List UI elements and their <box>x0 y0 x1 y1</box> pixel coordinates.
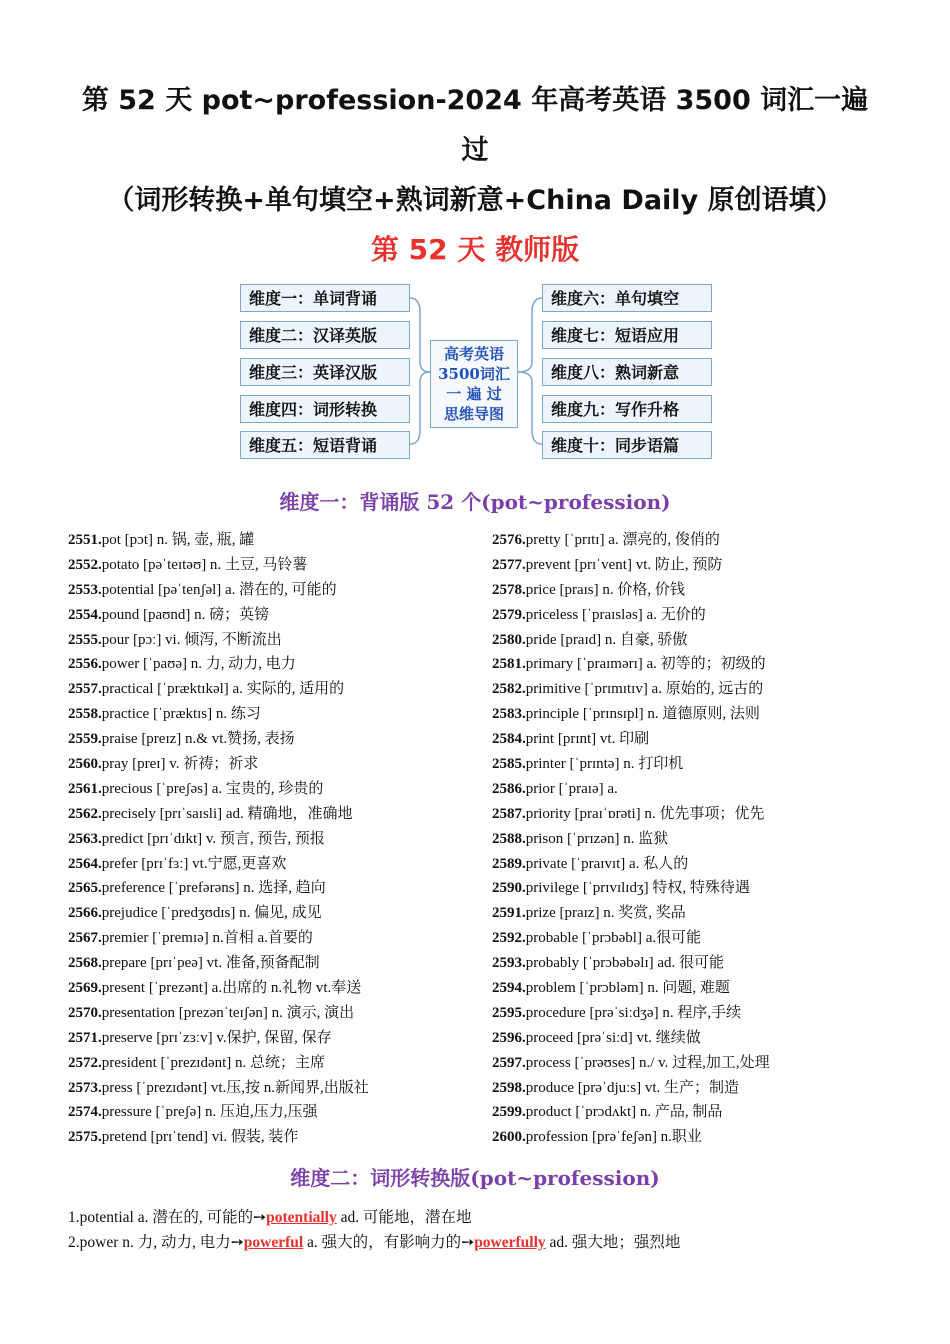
edition-label: 第 52 天 教师版 <box>370 233 580 266</box>
vocab-row: 2573.press [ˈprezɪdənt] vt.压,按 n.新闻界,出版社 <box>68 1079 369 1096</box>
vocab-row: 2571.preserve [prɪˈzɜːv] v.保护, 保留, 保存 <box>68 1029 332 1046</box>
vocab-row: 2581.primary [ˈpraɪmərɪ] a. 初等的；初级的 <box>492 656 766 673</box>
vocab-row: 2564.prefer [prɪˈfɜː] vt.宁愿,更喜欢 <box>68 855 287 872</box>
mindmap-left-4: 维度四：词形转换 <box>240 395 410 423</box>
vocab-row: 2577.prevent [prɪˈvent] vt. 防止, 预防 <box>492 556 723 573</box>
answer-word: potentially <box>266 1209 337 1226</box>
section1-heading: 维度一：背诵版 52 个(pot~profession) <box>279 490 671 514</box>
vocab-row: 2576.pretty [ˈprɪtɪ] a. 漂亮的, 俊俏的 <box>492 532 720 548</box>
vocab-row: 2566.prejudice [ˈpredʒʊdɪs] n. 偏见, 成见 <box>68 905 322 922</box>
vocab-row: 2551.pot [pɔt] n. 锅, 壶, 瓶, 罐 <box>68 532 255 548</box>
vocab-row: 2582.primitive [ˈprɪmɪtɪv] a. 原始的, 远古的 <box>492 681 764 698</box>
vocab-row: 2562.precisely [prɪˈsaɪsli] ad. 精确地，准确地 <box>68 805 353 822</box>
vocab-row: 2559.praise [preɪz] n.& vt.赞扬, 表扬 <box>68 731 295 748</box>
vocab-column-right <box>492 528 770 1150</box>
vocab-row: 2591.prize [praɪz] n. 奖赏, 奖品 <box>492 905 686 922</box>
vocab-row: 2574.pressure [ˈpreʃə] n. 压迫,压力,压强 <box>68 1104 318 1121</box>
vocab-row: 2585.printer [ˈprɪntə] n. 打印机 <box>492 756 684 773</box>
vocab-row: 2584.print [prɪnt] vt. 印刷 <box>492 731 650 748</box>
vocab-row: 2595.procedure [prəˈsiːdʒə] n. 程序,手续 <box>492 1004 742 1021</box>
vocab-row: 2563.predict [prɪˈdɪkt] v. 预言, 预告, 预报 <box>68 830 325 847</box>
vocab-row: 2590.privilege [ˈprɪvɪlɪdʒ] 特权, 特殊待遇 <box>492 880 750 897</box>
vocab-row: 2561.precious [ˈpreʃəs] a. 宝贵的, 珍贵的 <box>68 780 324 797</box>
vocab-row: 2554.pound [paʊnd] n. 磅；英镑 <box>68 606 270 623</box>
vocab-row: 2599.product [ˈprɔdʌkt] n. 产品, 制品 <box>492 1104 723 1121</box>
mindmap-center <box>430 340 518 428</box>
doc-title-line1: 第 52 天 pot~profession-2024 年高考英语 3500 词汇一遍 <box>81 85 869 116</box>
vocab-row: 2588.prison [ˈprɪzən] n. 监狱 <box>492 830 669 847</box>
vocab-row: 2565.preference [ˈprefərəns] n. 选择, 趋向 <box>68 880 326 897</box>
vocab-row: 2596.proceed [prəˈsiːd] vt. 继续做 <box>492 1029 701 1046</box>
vocab-row: 2552.potato [pəˈteɪtəʊ] n. 土豆, 马铃薯 <box>68 556 308 573</box>
mindmap-right-2: 维度七：短语应用 <box>542 321 712 349</box>
mindmap-right-4: 维度九：写作升格 <box>542 395 712 423</box>
doc-title-line3: （词形转换+单句填空+熟词新意+China Daily 原创语填） <box>107 185 843 216</box>
mindmap-center-line2: 3500词汇 <box>438 365 510 383</box>
vocab-row: 2589.private [ˈpraɪvɪt] a. 私人的 <box>492 855 689 872</box>
vocab-row: 2560.pray [preɪ] v. 祈祷；祈求 <box>68 756 259 773</box>
mindmap-left-1: 维度一：单词背诵 <box>240 284 410 312</box>
mindmap-diagram <box>240 282 712 460</box>
section2-heading: 维度二：词形转换版(pot~profession) <box>290 1166 660 1190</box>
vocab-row: 2597.process [ˈprəʊses] n./ v. 过程,加工,处理 <box>492 1054 770 1071</box>
answer-word: powerfully <box>474 1234 546 1251</box>
vocab-row: 2558.practice [ˈpræktɪs] n. 练习 <box>68 706 261 723</box>
vocab-row: 2600.profession [prəˈfeʃən] n.职业 <box>492 1129 702 1146</box>
vocab-column-left <box>68 528 369 1150</box>
wordform-line-2: 2.power n. 力, 动力, 电力➙powerful a. 强大的，有影响力的➙powerfully ad. 强大地；强烈地 <box>68 1234 681 1251</box>
vocab-row: 2553.potential [pəˈtenʃəl] a. 潜在的, 可能的 <box>68 581 337 598</box>
vocab-row: 2569.present [ˈprezənt] a.出席的 n.礼物 vt.奉送 <box>68 980 362 997</box>
vocab-row: 2587.priority [praɪˈɒrəti] n. 优先事项；优先 <box>492 805 765 822</box>
doc-title-line2: 过 <box>461 135 489 166</box>
vocab-row: 2555.pour [pɔː] vi. 倾泻, 不断流出 <box>68 631 282 648</box>
vocab-row: 2586.prior [ˈpraɪə] a. <box>492 780 618 797</box>
mindmap-left-5: 维度五：短语背诵 <box>240 431 410 459</box>
vocab-row: 2575.pretend [prɪˈtend] vi. 假装, 装作 <box>68 1129 299 1146</box>
vocab-row: 2572.president [ˈprezɪdənt] n. 总统；主席 <box>68 1054 326 1071</box>
mindmap-right-5: 维度十：同步语篇 <box>542 431 712 459</box>
arrow-icon: ➙ <box>461 1234 475 1251</box>
vocab-row: 2570.presentation [prezənˈteɪʃən] n. 演示, 演出 <box>68 1004 355 1021</box>
vocab-row: 2594.problem [ˈprɔbləm] n. 问题, 难题 <box>492 980 730 997</box>
vocab-row: 2598.produce [prəˈdjuːs] vt. 生产；制造 <box>492 1079 740 1096</box>
wordform-line-1: 1.potential a. 潜在的, 可能的➙potentially ad. 可能地，潜在地 <box>68 1209 472 1226</box>
arrow-icon: ➙ <box>230 1234 244 1251</box>
vocab-row: 2557.practical [ˈpræktɪkəl] a. 实际的, 适用的 <box>68 681 345 698</box>
vocab-row: 2568.prepare [prɪˈpeə] vt. 准备,预备配制 <box>68 955 320 972</box>
arrow-icon: ➙ <box>253 1209 267 1226</box>
vocab-row: 2592.probable [ˈprɔbəbl] a.很可能 <box>492 930 702 947</box>
mindmap-right-3: 维度八：熟词新意 <box>542 358 712 386</box>
vocab-row: 2579.priceless [ˈpraɪsləs] a. 无价的 <box>492 606 706 623</box>
vocab-row: 2556.power [ˈpaʊə] n. 力, 动力, 电力 <box>68 656 296 673</box>
answer-word: powerful <box>243 1234 304 1251</box>
vocab-row: 2583.principle [ˈprɪnsɪpl] n. 道德原则, 法则 <box>492 706 760 723</box>
mindmap-left-3: 维度三：英译汉版 <box>240 358 410 386</box>
mindmap-center-line4: 思维导图 <box>443 405 504 423</box>
mindmap-center-line1: 高考英语 <box>443 345 504 363</box>
mindmap-right-1: 维度六：单句填空 <box>542 284 712 312</box>
vocab-row: 2593.probably [ˈprɔbəbəlɪ] ad. 很可能 <box>492 955 725 972</box>
mindmap-left-2: 维度二：汉译英版 <box>240 321 410 349</box>
vocab-row: 2580.pride [praɪd] n. 自豪, 骄傲 <box>492 631 688 648</box>
vocab-row: 2567.premier [ˈpremɪə] n.首相 a.首要的 <box>68 930 313 947</box>
vocab-row: 2578.price [praɪs] n. 价格, 价钱 <box>492 581 685 598</box>
mindmap-center-line3: 一 遍 过 <box>446 385 502 403</box>
